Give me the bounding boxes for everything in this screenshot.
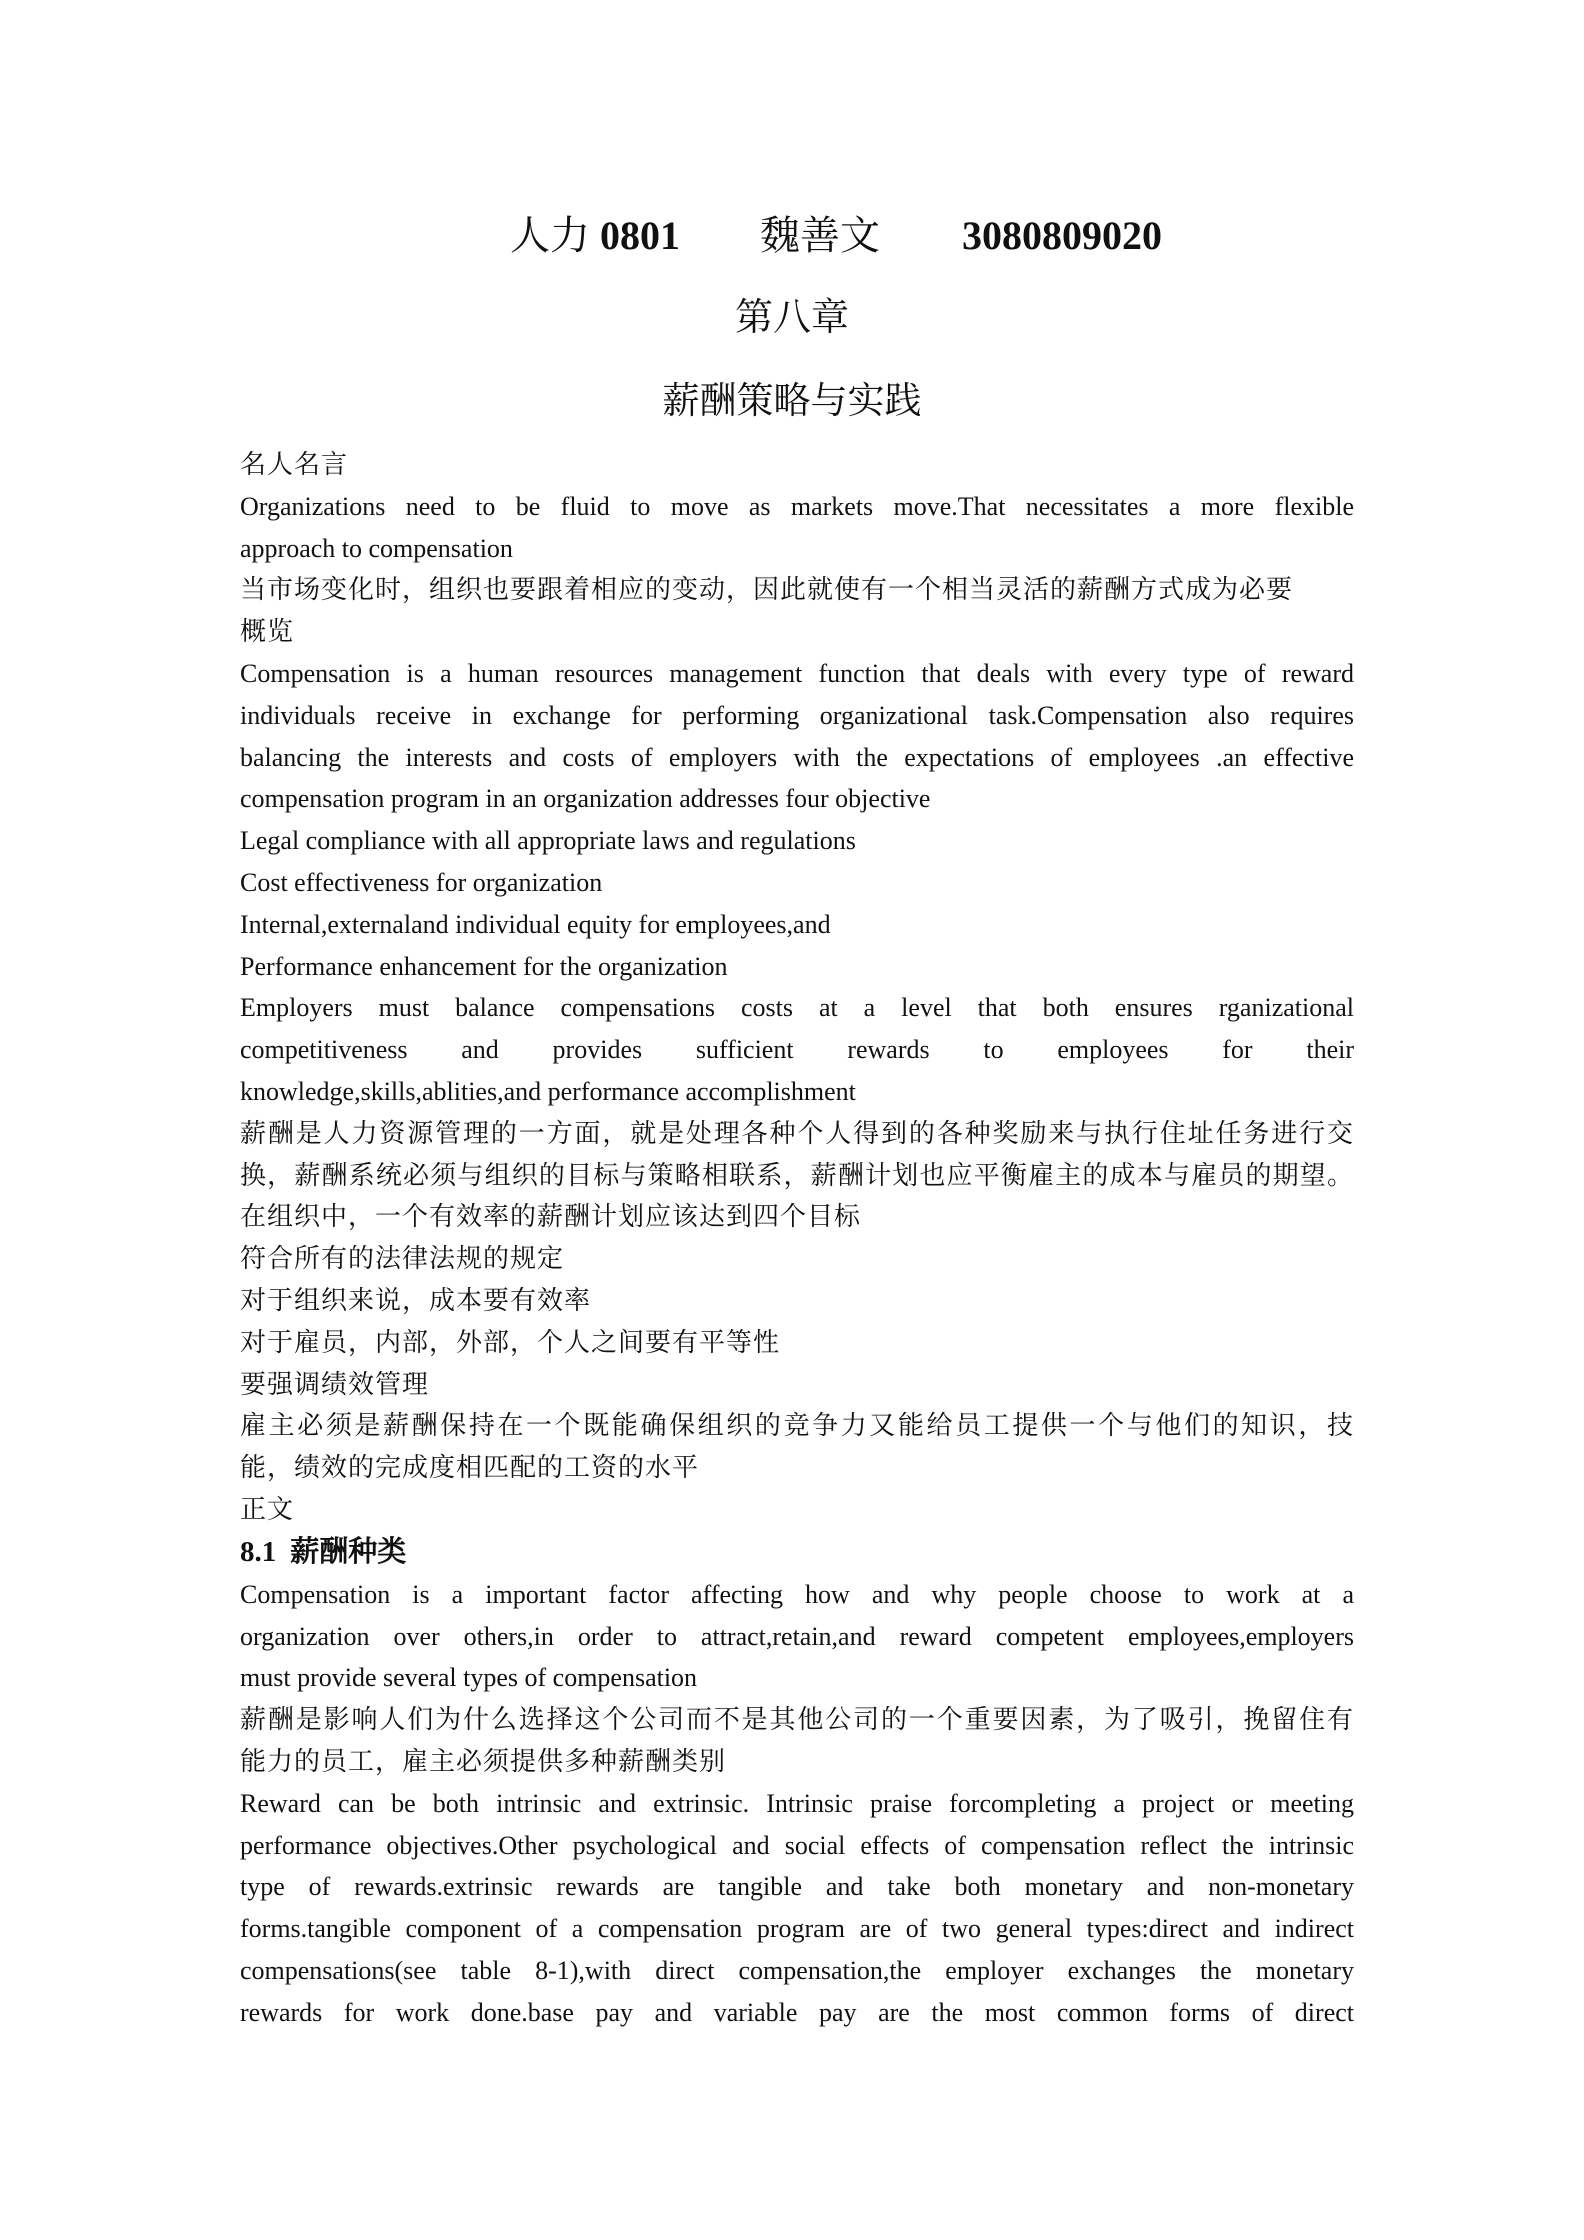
text-line: 在组织中，一个有效率的薪酬计划应该达到四个目标 (240, 1202, 862, 1232)
text-line: 能力的员工，雇主必须提供多种薪酬类别 (240, 1746, 727, 1776)
text-line: 正文 (240, 1494, 295, 1524)
text-line: 换，薪酬系统必须与组织的目标与策略相联系，薪酬计划也应平衡雇主的成本与雇员的期望。 (240, 1160, 1354, 1190)
author-header (0, 208, 1584, 264)
text-line: Internal,externaland individual equity for employees,and (240, 909, 831, 939)
text-line: Compensation is a important factor affecting how and why people choose to work at a (240, 1579, 1354, 1609)
class-prefix: 人力 (510, 213, 600, 258)
text-line: knowledge,skills,ablities,and performance accomplishment (240, 1076, 856, 1106)
chapter-title: 薪酬策略与实践 (662, 381, 922, 422)
class-label (510, 208, 680, 264)
text-line: organization over others,in order to attract,retain,and reward competent employees,employers (240, 1621, 1354, 1651)
text-line: Cost effectiveness for organization (240, 867, 603, 897)
text-line: approach to compensation (240, 533, 513, 563)
text-line: compensations(see table 8-1),with direct compensation,the employer exchanges the monetary (240, 1955, 1354, 1985)
text-line: 薪酬是影响人们为什么选择这个公司而不是其他公司的一个重要因素，为了吸引，挽留住有 (240, 1705, 1354, 1735)
student-name: 魏善文 (760, 213, 880, 258)
text-line: individuals receive in exchange for performing organizational task.Compensation also requires (240, 700, 1354, 730)
text-line: Organizations need to be fluid to move as markets move.That necessitates a more flexible (240, 491, 1354, 521)
section-number: 8.1 (240, 1535, 277, 1568)
text-line: 概览 (240, 617, 295, 647)
text-line: 当市场变化时，组织也要跟着相应的变动，因此就使有一个相当灵活的薪酬方式成为必要 (240, 575, 1294, 605)
text-line: Performance enhancement for the organization (240, 951, 728, 981)
text-line: Compensation is a human resources management function that deals with every type of reward (240, 658, 1354, 688)
text-line: forms.tangible component of a compensation program are of two general types:direct and indirect (240, 1914, 1354, 1944)
text-line: 雇主必须是薪酬保持在一个既能确保组织的竞争力又能给员工提供一个与他们的知识，技 (240, 1411, 1354, 1441)
text-line: 符合所有的法律法规的规定 (240, 1244, 565, 1274)
text-line: 能，绩效的完成度相匹配的工资的水平 (240, 1453, 700, 1483)
text-line: competitiveness and provides sufficient rewards to employees for their (240, 1035, 1354, 1065)
section-body (240, 1574, 1354, 2034)
class-number: 0801 (600, 213, 680, 258)
chapter-label: 第八章 (734, 297, 849, 339)
text-line: Legal compliance with all appropriate laws and regulations (240, 826, 856, 856)
student-id: 3080809020 (962, 213, 1162, 258)
text-line: performance objectives.Other psychological and social effects of compensation reflect the intrinsic (240, 1830, 1354, 1860)
text-line: must provide several types of compensation (240, 1663, 698, 1693)
text-line: 对于雇员，内部，外部，个人之间要有平等性 (240, 1327, 781, 1357)
text-line: 对于组织来说，成本要有效率 (240, 1285, 592, 1315)
text-line: 薪酬是人力资源管理的一方面，就是处理各种个人得到的各种奖励来与执行住址任务进行交 (240, 1118, 1354, 1148)
text-line: compensation program in an organization addresses four objective (240, 784, 931, 814)
text-line: rewards for work done.base pay and variable pay are the most common forms of direct (240, 1997, 1354, 2027)
intro-section (240, 444, 1354, 1531)
text-line: balancing the interests and costs of employers with the expectations of employees .an effective (240, 742, 1354, 772)
text-line: type of rewards.extrinsic rewards are tangible and take both monetary and non-monetary (240, 1872, 1354, 1902)
text-line: 要强调绩效管理 (240, 1369, 430, 1399)
section-heading (240, 1531, 1354, 1574)
text-line: 名人名言 (240, 450, 349, 479)
document-body (240, 444, 1354, 2033)
text-line: Employers must balance compensations costs at a level that both ensures rganizational (240, 993, 1354, 1023)
text-line: Reward can be both intrinsic and extrinsic. Intrinsic praise forcompleting a project or meeting (240, 1788, 1354, 1818)
section-title: 薪酬种类 (290, 1535, 407, 1568)
